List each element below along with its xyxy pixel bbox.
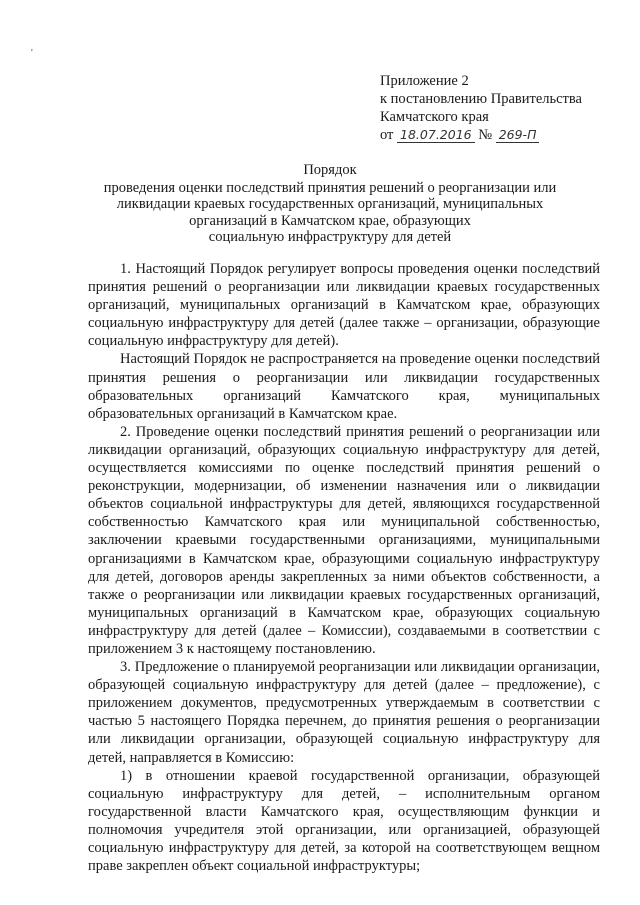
number-sign: № — [478, 127, 493, 143]
document-title — [60, 162, 600, 246]
annex-region: Камчатского края — [380, 109, 489, 125]
paragraph-2: Настоящий Порядок не распространяется на проведение оценки последствий принятия решения о реорганизации или ликвидации государственных образовательных организаций Камчатского края, муниципальных образовательных организаций в Камчатском крае. — [88, 351, 600, 422]
paragraph-4: 3. Предложение о планируемой реорганизации или ликвидации организации, образующей социальную инфраструктуру для детей (далее – предложение), с приложением документов, предусмотренных утверждаемым в соответствии с частью 5 настоящего Порядка перечнем, до принятия решения о реорганизации или ликвидации организации, образующей социальную инфраструктуру для детей, направляется в Комиссию: — [88, 659, 600, 766]
annex-title: Приложение 2 — [380, 73, 469, 89]
document-body — [88, 260, 600, 875]
annex-header — [380, 72, 630, 144]
title-heading: Порядок — [303, 162, 357, 178]
annex-date-line — [380, 126, 630, 144]
number-value: 269-П — [496, 127, 540, 143]
title-line-4: социальную инфраструктуру для детей — [208, 229, 452, 246]
margin-mark: ' — [31, 48, 33, 59]
annex-reference: к постановлению Правительства — [380, 91, 582, 107]
paragraph-5: 1) в отношении краевой государственной организации, образующей социальную инфраструктуру для детей, – исполнительным органом государственной власти Камчатского края, осуществляющим функции и полномочия учредителя этой организации, или организацией, образующей социальную инфраструктуру для детей, за которой на соответствующем вещном праве закреплен объект социальной инфраструктуры; — [88, 767, 600, 875]
title-line-1: проведения оценки последствий принятия решений о реорганизации или — [103, 179, 557, 196]
title-line-3: организаций в Камчатском крае, образующих — [189, 212, 471, 229]
paragraph-3: 2. Проведение оценки последствий принятия решений о реорганизации или ликвидации организаций, образующих социальную инфраструктуру для детей, осуществляется комиссиями по оценке последствий принятия решений о реконструкции, модернизации, об изменении назначения или о ликвидации объектов социальной инфраструктуры для детей, являющихся государственной собственностью Камчатского края или муниципальной собственностью, заключении краевыми государственными организациями, муниципальными организациями в Камчатском крае, образующими социальную инфраструктуру для детей, договоров аренды закрепленных за ними объектов собственности, а также о реорганизации или ликвидации краевых государственных организаций, муниципальных организаций в Камчатском крае, образующих социальную инфраструктуру для детей (далее – Комиссии), создаваемыми в соответствии с приложением 3 к настоящему постановлению. — [88, 423, 600, 657]
date-value: 18.07.2016 — [397, 127, 475, 143]
paragraph-1: 1. Настоящий Порядок регулирует вопросы проведения оценки последствий принятия решений о реорганизации или ликвидации краевых государственных организаций, муниципальных организаций в Камчатском крае, образующих социальную инфраструктуру для детей (далее также – организации, образующие социальную инфраструктуру для детей). — [88, 261, 600, 350]
title-line-2: ликвидации краевых государственных организаций, муниципальных — [116, 196, 544, 213]
date-prefix: от — [380, 127, 394, 143]
